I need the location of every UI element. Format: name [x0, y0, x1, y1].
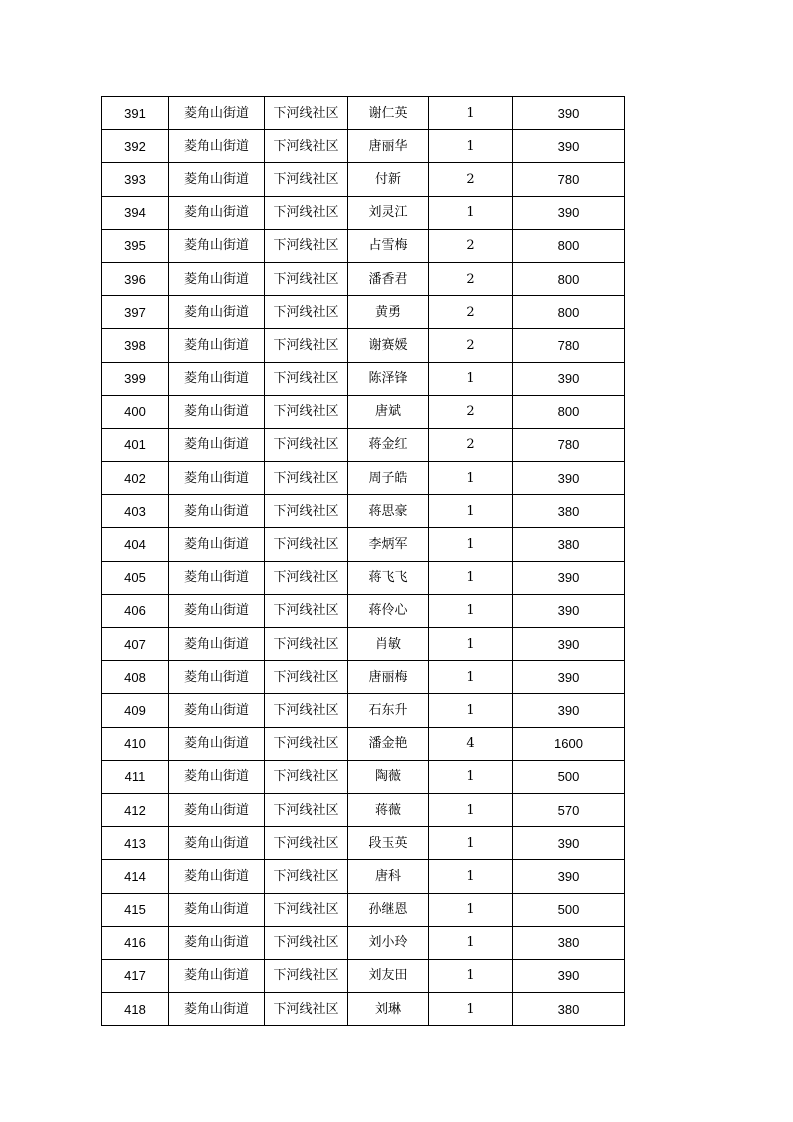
- street-cell: 菱角山街道: [169, 97, 265, 130]
- street-cell: 菱角山街道: [169, 893, 265, 926]
- person-name-cell: 潘金艳: [348, 727, 429, 760]
- table-row: [102, 959, 625, 992]
- row-index-cell: 400: [102, 395, 169, 428]
- community-cell: 下河线社区: [265, 262, 348, 295]
- person-name-cell: 唐丽梅: [348, 661, 429, 694]
- street-cell: 菱角山街道: [169, 561, 265, 594]
- table-row: [102, 329, 625, 362]
- table-row: [102, 694, 625, 727]
- household-count-cell: 1: [429, 760, 513, 793]
- household-count-cell: 2: [429, 229, 513, 262]
- household-count-cell: 2: [429, 163, 513, 196]
- person-name-cell: 谢仁英: [348, 97, 429, 130]
- household-count-cell: 1: [429, 860, 513, 893]
- street-cell: 菱角山街道: [169, 262, 265, 295]
- amount-cell: 380: [513, 993, 625, 1026]
- street-cell: 菱角山街道: [169, 860, 265, 893]
- person-name-cell: 唐丽华: [348, 130, 429, 163]
- household-count-cell: 2: [429, 296, 513, 329]
- household-count-cell: 1: [429, 528, 513, 561]
- roster-table: [101, 96, 625, 1026]
- street-cell: 菱角山街道: [169, 594, 265, 627]
- person-name-cell: 蒋薇: [348, 793, 429, 826]
- household-count-cell: 1: [429, 661, 513, 694]
- amount-cell: 390: [513, 694, 625, 727]
- street-cell: 菱角山街道: [169, 163, 265, 196]
- household-count-cell: 1: [429, 594, 513, 627]
- amount-cell: 800: [513, 229, 625, 262]
- community-cell: 下河线社区: [265, 196, 348, 229]
- household-count-cell: 1: [429, 130, 513, 163]
- amount-cell: 800: [513, 296, 625, 329]
- amount-cell: 800: [513, 395, 625, 428]
- row-index-cell: 391: [102, 97, 169, 130]
- community-cell: 下河线社区: [265, 860, 348, 893]
- amount-cell: 380: [513, 495, 625, 528]
- table-row: [102, 163, 625, 196]
- person-name-cell: 肖敏: [348, 628, 429, 661]
- community-cell: 下河线社区: [265, 130, 348, 163]
- table-row: [102, 97, 625, 130]
- community-cell: 下河线社区: [265, 760, 348, 793]
- person-name-cell: 黄勇: [348, 296, 429, 329]
- person-name-cell: 蒋飞飞: [348, 561, 429, 594]
- roster-table-body: [102, 97, 625, 1026]
- community-cell: 下河线社区: [265, 628, 348, 661]
- table-row: [102, 893, 625, 926]
- street-cell: 菱角山街道: [169, 462, 265, 495]
- street-cell: 菱角山街道: [169, 528, 265, 561]
- row-index-cell: 394: [102, 196, 169, 229]
- household-count-cell: 1: [429, 926, 513, 959]
- street-cell: 菱角山街道: [169, 229, 265, 262]
- community-cell: 下河线社区: [265, 793, 348, 826]
- person-name-cell: 段玉英: [348, 827, 429, 860]
- table-row: [102, 860, 625, 893]
- person-name-cell: 刘琳: [348, 993, 429, 1026]
- person-name-cell: 蒋金红: [348, 428, 429, 461]
- street-cell: 菱角山街道: [169, 362, 265, 395]
- community-cell: 下河线社区: [265, 395, 348, 428]
- household-count-cell: 1: [429, 628, 513, 661]
- amount-cell: 780: [513, 428, 625, 461]
- amount-cell: 390: [513, 462, 625, 495]
- row-index-cell: 417: [102, 959, 169, 992]
- street-cell: 菱角山街道: [169, 727, 265, 760]
- household-count-cell: 1: [429, 362, 513, 395]
- household-count-cell: 2: [429, 428, 513, 461]
- table-row: [102, 362, 625, 395]
- row-index-cell: 402: [102, 462, 169, 495]
- table-row: [102, 594, 625, 627]
- amount-cell: 390: [513, 196, 625, 229]
- amount-cell: 380: [513, 926, 625, 959]
- street-cell: 菱角山街道: [169, 296, 265, 329]
- table-row: [102, 262, 625, 295]
- table-row: [102, 561, 625, 594]
- person-name-cell: 潘香君: [348, 262, 429, 295]
- row-index-cell: 399: [102, 362, 169, 395]
- person-name-cell: 石东升: [348, 694, 429, 727]
- community-cell: 下河线社区: [265, 827, 348, 860]
- community-cell: 下河线社区: [265, 362, 348, 395]
- street-cell: 菱角山街道: [169, 661, 265, 694]
- person-name-cell: 唐科: [348, 860, 429, 893]
- row-index-cell: 396: [102, 262, 169, 295]
- row-index-cell: 413: [102, 827, 169, 860]
- table-row: [102, 628, 625, 661]
- street-cell: 菱角山街道: [169, 760, 265, 793]
- table-row: [102, 993, 625, 1026]
- amount-cell: 390: [513, 594, 625, 627]
- street-cell: 菱角山街道: [169, 428, 265, 461]
- amount-cell: 570: [513, 793, 625, 826]
- community-cell: 下河线社区: [265, 993, 348, 1026]
- amount-cell: 780: [513, 329, 625, 362]
- row-index-cell: 405: [102, 561, 169, 594]
- street-cell: 菱角山街道: [169, 329, 265, 362]
- street-cell: 菱角山街道: [169, 628, 265, 661]
- community-cell: 下河线社区: [265, 163, 348, 196]
- street-cell: 菱角山街道: [169, 495, 265, 528]
- community-cell: 下河线社区: [265, 926, 348, 959]
- street-cell: 菱角山街道: [169, 130, 265, 163]
- row-index-cell: 414: [102, 860, 169, 893]
- amount-cell: 1600: [513, 727, 625, 760]
- community-cell: 下河线社区: [265, 97, 348, 130]
- row-index-cell: 410: [102, 727, 169, 760]
- person-name-cell: 周子皓: [348, 462, 429, 495]
- street-cell: 菱角山街道: [169, 196, 265, 229]
- table-row: [102, 495, 625, 528]
- table-row: [102, 827, 625, 860]
- table-row: [102, 462, 625, 495]
- table-row: [102, 296, 625, 329]
- row-index-cell: 401: [102, 428, 169, 461]
- household-count-cell: 4: [429, 727, 513, 760]
- table-row: [102, 926, 625, 959]
- amount-cell: 800: [513, 262, 625, 295]
- person-name-cell: 付新: [348, 163, 429, 196]
- row-index-cell: 392: [102, 130, 169, 163]
- row-index-cell: 411: [102, 760, 169, 793]
- street-cell: 菱角山街道: [169, 926, 265, 959]
- row-index-cell: 397: [102, 296, 169, 329]
- table-row: [102, 727, 625, 760]
- table-row: [102, 130, 625, 163]
- person-name-cell: 刘友田: [348, 959, 429, 992]
- amount-cell: 390: [513, 561, 625, 594]
- household-count-cell: 1: [429, 495, 513, 528]
- household-count-cell: 1: [429, 793, 513, 826]
- person-name-cell: 陈泽锋: [348, 362, 429, 395]
- row-index-cell: 407: [102, 628, 169, 661]
- person-name-cell: 陶薇: [348, 760, 429, 793]
- row-index-cell: 393: [102, 163, 169, 196]
- community-cell: 下河线社区: [265, 528, 348, 561]
- table-row: [102, 760, 625, 793]
- row-index-cell: 395: [102, 229, 169, 262]
- table-row: [102, 395, 625, 428]
- row-index-cell: 418: [102, 993, 169, 1026]
- person-name-cell: 李炳军: [348, 528, 429, 561]
- community-cell: 下河线社区: [265, 893, 348, 926]
- table-row: [102, 793, 625, 826]
- row-index-cell: 409: [102, 694, 169, 727]
- household-count-cell: 2: [429, 262, 513, 295]
- person-name-cell: 唐斌: [348, 395, 429, 428]
- community-cell: 下河线社区: [265, 959, 348, 992]
- community-cell: 下河线社区: [265, 694, 348, 727]
- household-count-cell: 1: [429, 959, 513, 992]
- community-cell: 下河线社区: [265, 329, 348, 362]
- community-cell: 下河线社区: [265, 495, 348, 528]
- person-name-cell: 谢赛媛: [348, 329, 429, 362]
- amount-cell: 390: [513, 860, 625, 893]
- row-index-cell: 412: [102, 793, 169, 826]
- community-cell: 下河线社区: [265, 727, 348, 760]
- amount-cell: 390: [513, 661, 625, 694]
- household-count-cell: 1: [429, 561, 513, 594]
- amount-cell: 390: [513, 97, 625, 130]
- amount-cell: 500: [513, 893, 625, 926]
- amount-cell: 390: [513, 362, 625, 395]
- amount-cell: 390: [513, 628, 625, 661]
- street-cell: 菱角山街道: [169, 993, 265, 1026]
- household-count-cell: 1: [429, 196, 513, 229]
- amount-cell: 390: [513, 130, 625, 163]
- person-name-cell: 孙继恩: [348, 893, 429, 926]
- street-cell: 菱角山街道: [169, 827, 265, 860]
- community-cell: 下河线社区: [265, 462, 348, 495]
- amount-cell: 390: [513, 959, 625, 992]
- table-row: [102, 428, 625, 461]
- person-name-cell: 蒋伶心: [348, 594, 429, 627]
- community-cell: 下河线社区: [265, 561, 348, 594]
- table-row: [102, 661, 625, 694]
- household-count-cell: 1: [429, 462, 513, 495]
- community-cell: 下河线社区: [265, 296, 348, 329]
- row-index-cell: 406: [102, 594, 169, 627]
- row-index-cell: 408: [102, 661, 169, 694]
- table-row: [102, 528, 625, 561]
- household-count-cell: 1: [429, 97, 513, 130]
- row-index-cell: 398: [102, 329, 169, 362]
- row-index-cell: 416: [102, 926, 169, 959]
- community-cell: 下河线社区: [265, 594, 348, 627]
- amount-cell: 390: [513, 827, 625, 860]
- street-cell: 菱角山街道: [169, 694, 265, 727]
- street-cell: 菱角山街道: [169, 793, 265, 826]
- community-cell: 下河线社区: [265, 428, 348, 461]
- household-count-cell: 1: [429, 993, 513, 1026]
- household-count-cell: 1: [429, 827, 513, 860]
- person-name-cell: 刘灵江: [348, 196, 429, 229]
- household-count-cell: 2: [429, 329, 513, 362]
- person-name-cell: 刘小玲: [348, 926, 429, 959]
- street-cell: 菱角山街道: [169, 959, 265, 992]
- household-count-cell: 1: [429, 893, 513, 926]
- person-name-cell: 占雪梅: [348, 229, 429, 262]
- row-index-cell: 415: [102, 893, 169, 926]
- amount-cell: 780: [513, 163, 625, 196]
- household-count-cell: 2: [429, 395, 513, 428]
- amount-cell: 500: [513, 760, 625, 793]
- table-row: [102, 229, 625, 262]
- table-row: [102, 196, 625, 229]
- amount-cell: 380: [513, 528, 625, 561]
- street-cell: 菱角山街道: [169, 395, 265, 428]
- community-cell: 下河线社区: [265, 661, 348, 694]
- row-index-cell: 403: [102, 495, 169, 528]
- person-name-cell: 蒋思豪: [348, 495, 429, 528]
- community-cell: 下河线社区: [265, 229, 348, 262]
- household-count-cell: 1: [429, 694, 513, 727]
- row-index-cell: 404: [102, 528, 169, 561]
